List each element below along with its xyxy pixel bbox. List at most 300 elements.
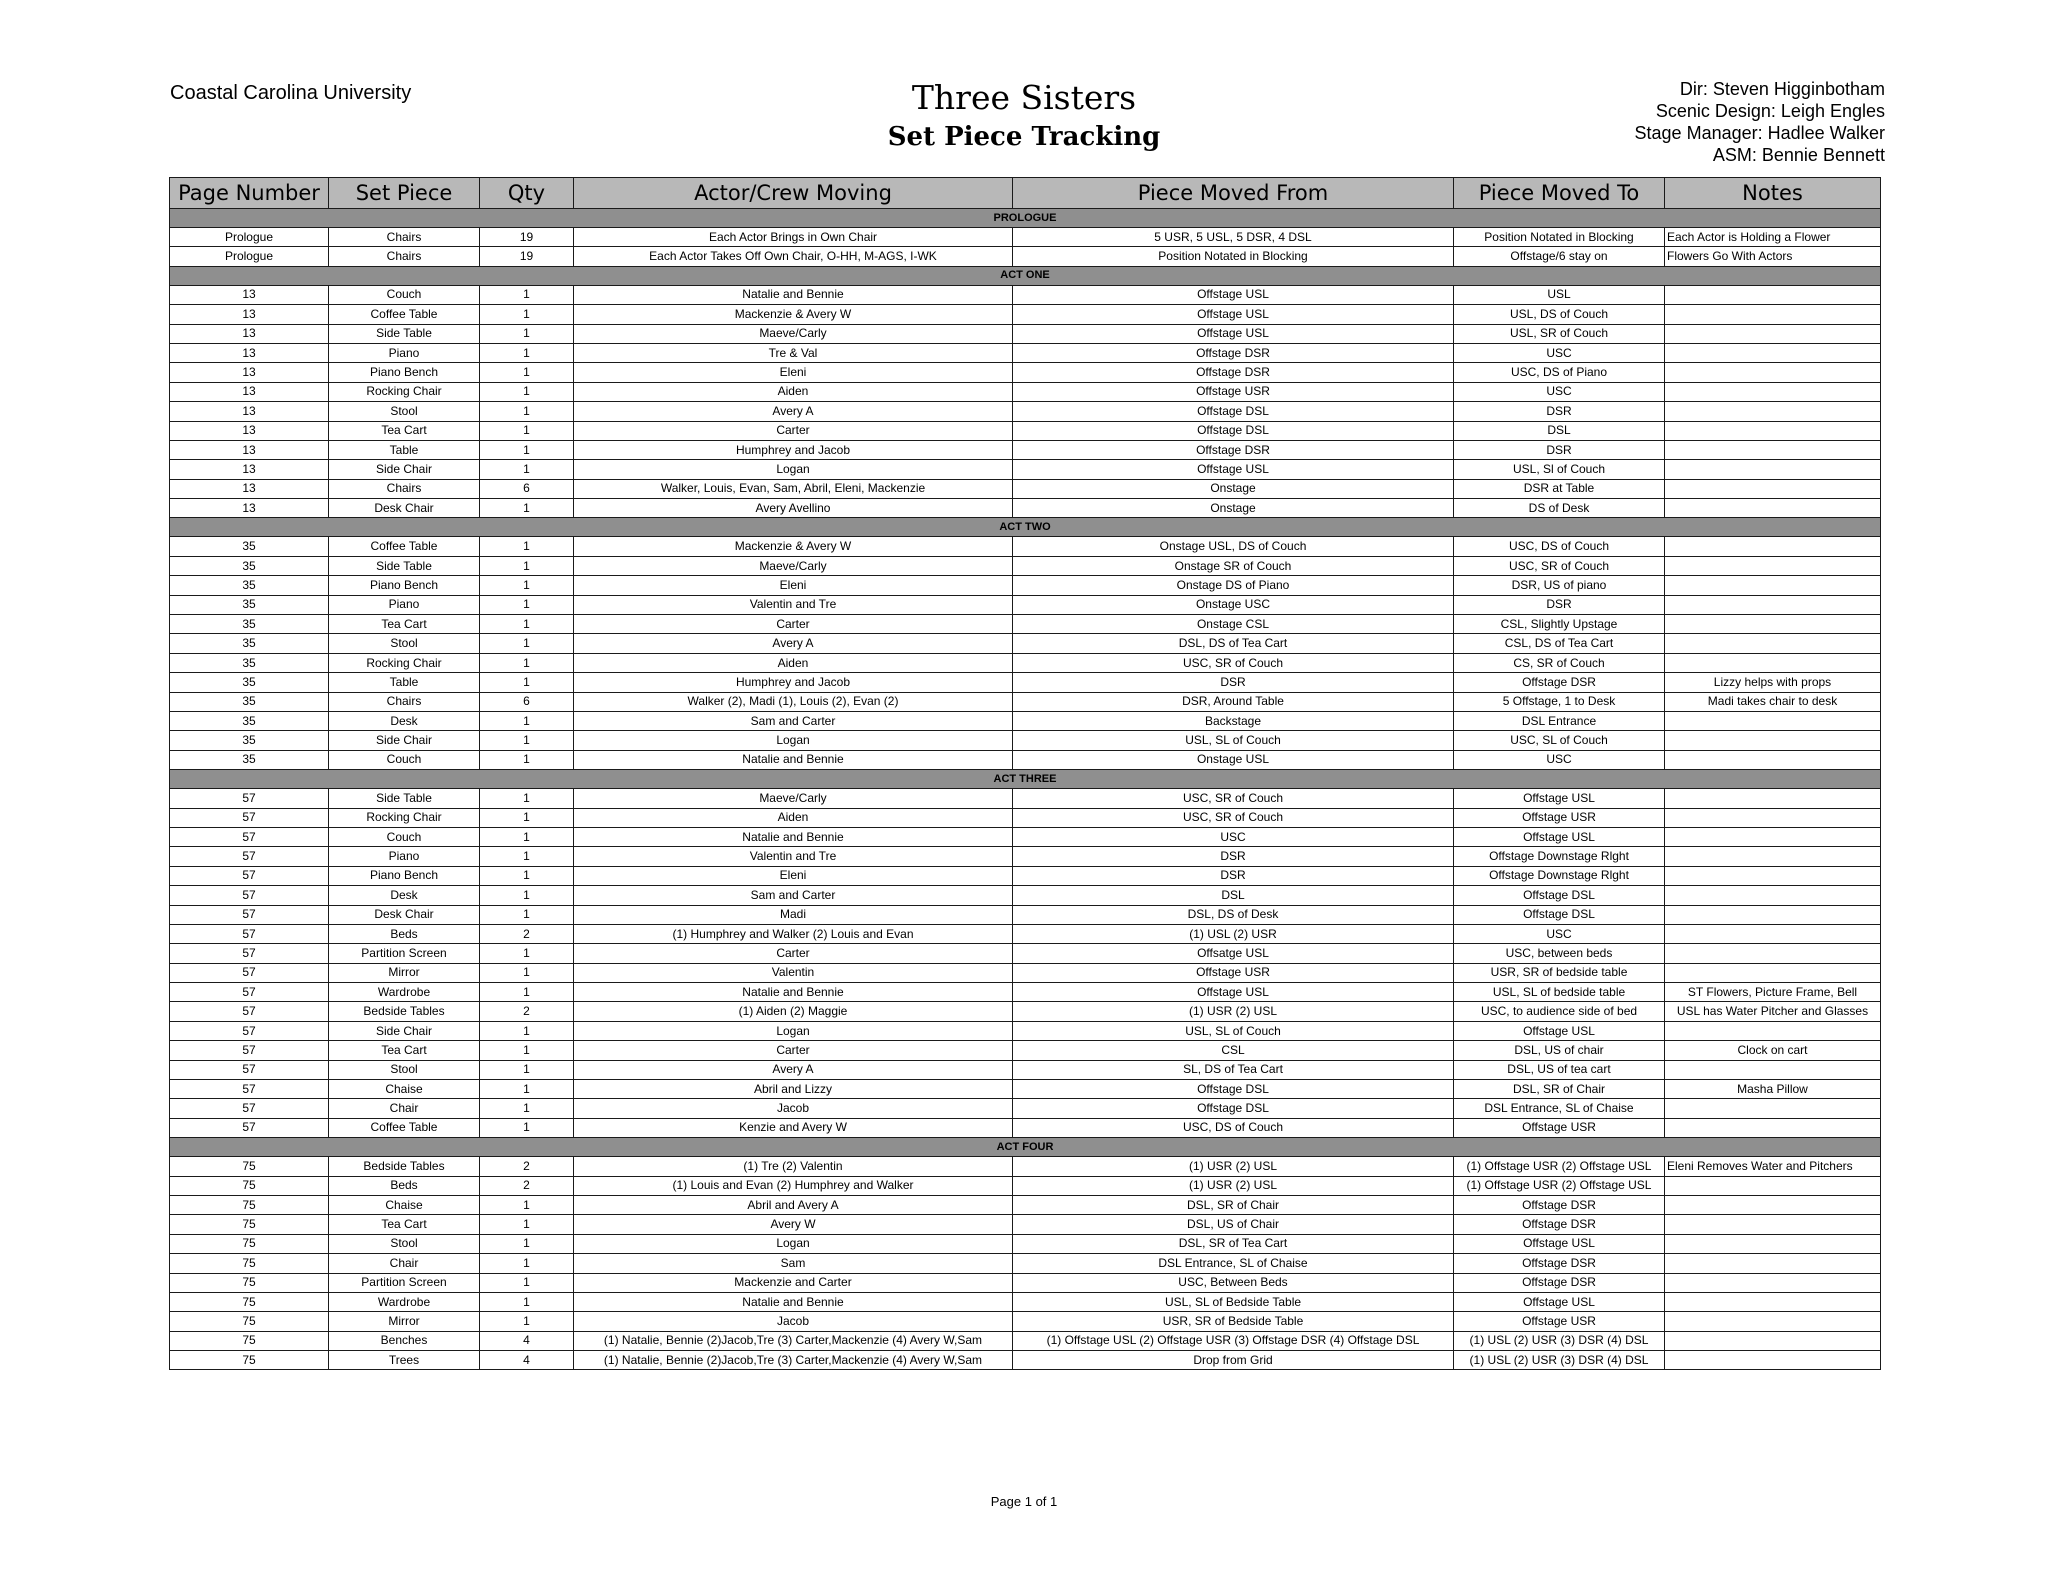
- cell-actor-crew: Madi: [574, 905, 1013, 924]
- table-row: [170, 1060, 1881, 1079]
- cell-moved-from: (1) USR (2) USL: [1013, 1157, 1454, 1176]
- cell-qty: 1: [480, 324, 574, 343]
- table-row: [170, 1118, 1881, 1137]
- cell-qty: 1: [480, 886, 574, 905]
- cell-set-piece: Stool: [329, 1060, 480, 1079]
- cell-moved-to: DSL, US of chair: [1454, 1041, 1665, 1060]
- cell-moved-from: Offstage DSL: [1013, 402, 1454, 421]
- table-row: [170, 653, 1881, 672]
- cell-actor-crew: Natalie and Bennie: [574, 1292, 1013, 1311]
- cell-set-piece: Desk Chair: [329, 499, 480, 518]
- cell-actor-crew: Logan: [574, 731, 1013, 750]
- cell-page-number: 57: [170, 1002, 329, 1021]
- cell-moved-to: Offstage USL: [1454, 1021, 1665, 1040]
- table-row: [170, 460, 1881, 479]
- cell-moved-from: Offstage USL: [1013, 324, 1454, 343]
- table-row: [170, 615, 1881, 634]
- cell-qty: 2: [480, 1002, 574, 1021]
- cell-moved-to: (1) Offstage USR (2) Offstage USL: [1454, 1176, 1665, 1195]
- cell-moved-to: Offstage Downstage Rlght: [1454, 847, 1665, 866]
- cell-moved-from: DSL, DS of Tea Cart: [1013, 634, 1454, 653]
- cell-set-piece: Tea Cart: [329, 1215, 480, 1234]
- cell-set-piece: Side Table: [329, 324, 480, 343]
- table-row: [170, 924, 1881, 943]
- cell-notes: [1665, 1273, 1881, 1292]
- cell-page-number: 13: [170, 402, 329, 421]
- cell-actor-crew: (1) Natalie, Bennie (2)Jacob,Tre (3) Carter,Mackenzie (4) Avery W,Sam: [574, 1331, 1013, 1350]
- table-row: [170, 343, 1881, 362]
- section-title: ACT FOUR: [170, 1138, 1881, 1157]
- cell-set-piece: Tea Cart: [329, 421, 480, 440]
- cell-notes: Lizzy helps with props: [1665, 673, 1881, 692]
- cell-moved-to: USC, DS of Couch: [1454, 537, 1665, 556]
- cell-actor-crew: Walker (2), Madi (1), Louis (2), Evan (2): [574, 692, 1013, 711]
- cell-actor-crew: Aiden: [574, 382, 1013, 401]
- cell-actor-crew: Jacob: [574, 1099, 1013, 1118]
- cell-notes: [1665, 1118, 1881, 1137]
- cell-notes: [1665, 324, 1881, 343]
- cell-actor-crew: Humphrey and Jacob: [574, 673, 1013, 692]
- cell-actor-crew: Carter: [574, 615, 1013, 634]
- cell-moved-from: Offstage DSL: [1013, 1099, 1454, 1118]
- cell-moved-from: USC: [1013, 827, 1454, 846]
- section-header-row: [170, 1138, 1881, 1157]
- table-row: [170, 847, 1881, 866]
- cell-page-number: 13: [170, 382, 329, 401]
- table-row: [170, 731, 1881, 750]
- cell-notes: Eleni Removes Water and Pitchers: [1665, 1157, 1881, 1176]
- cell-moved-to: Position Notated in Blocking: [1454, 228, 1665, 247]
- cell-actor-crew: Sam and Carter: [574, 711, 1013, 730]
- table-row: [170, 886, 1881, 905]
- cell-actor-crew: Mackenzie & Avery W: [574, 305, 1013, 324]
- cell-notes: [1665, 1176, 1881, 1195]
- cell-set-piece: Desk Chair: [329, 905, 480, 924]
- cell-page-number: 75: [170, 1234, 329, 1253]
- cell-notes: [1665, 963, 1881, 982]
- cell-qty: 1: [480, 556, 574, 575]
- cell-set-piece: Beds: [329, 924, 480, 943]
- cell-qty: 1: [480, 1312, 574, 1331]
- cell-notes: [1665, 1331, 1881, 1350]
- cell-moved-from: DSL Entrance, SL of Chaise: [1013, 1254, 1454, 1273]
- cell-set-piece: Bedside Tables: [329, 1157, 480, 1176]
- cell-moved-from: USC, SR of Couch: [1013, 789, 1454, 808]
- cell-actor-crew: (1) Tre (2) Valentin: [574, 1157, 1013, 1176]
- table-row: [170, 905, 1881, 924]
- cell-qty: 1: [480, 1195, 574, 1214]
- cell-qty: 1: [480, 363, 574, 382]
- cell-page-number: 75: [170, 1351, 329, 1370]
- cell-page-number: 75: [170, 1195, 329, 1214]
- cell-qty: 1: [480, 634, 574, 653]
- cell-notes: [1665, 886, 1881, 905]
- cell-qty: 19: [480, 228, 574, 247]
- cell-notes: [1665, 1312, 1881, 1331]
- table-row: [170, 228, 1881, 247]
- cell-moved-to: USC, SL of Couch: [1454, 731, 1665, 750]
- cell-actor-crew: Sam and Carter: [574, 886, 1013, 905]
- cell-set-piece: Chairs: [329, 247, 480, 266]
- cell-page-number: 75: [170, 1273, 329, 1292]
- cell-page-number: 57: [170, 1080, 329, 1099]
- cell-moved-from: Offstage USL: [1013, 305, 1454, 324]
- cell-moved-from: Onstage: [1013, 499, 1454, 518]
- cell-page-number: 75: [170, 1331, 329, 1350]
- cell-moved-from: 5 USR, 5 USL, 5 DSR, 4 DSL: [1013, 228, 1454, 247]
- cell-moved-to: DSL, US of tea cart: [1454, 1060, 1665, 1079]
- cell-qty: 2: [480, 924, 574, 943]
- cell-qty: 1: [480, 440, 574, 459]
- table-row: [170, 1041, 1881, 1060]
- table-body: [170, 209, 1881, 1370]
- table-row: [170, 1273, 1881, 1292]
- cell-page-number: 57: [170, 808, 329, 827]
- cell-actor-crew: Maeve/Carly: [574, 789, 1013, 808]
- cell-set-piece: Tea Cart: [329, 1041, 480, 1060]
- cell-qty: 1: [480, 1254, 574, 1273]
- cell-qty: 1: [480, 808, 574, 827]
- cell-actor-crew: Logan: [574, 1234, 1013, 1253]
- cell-moved-to: USC: [1454, 343, 1665, 362]
- cell-qty: 2: [480, 1157, 574, 1176]
- cell-set-piece: Stool: [329, 634, 480, 653]
- cell-moved-to: USC, between beds: [1454, 944, 1665, 963]
- col-header-set-piece: Set Piece: [329, 178, 480, 209]
- table-row: [170, 963, 1881, 982]
- cell-actor-crew: Avery Avellino: [574, 499, 1013, 518]
- cell-moved-from: Onstage USC: [1013, 595, 1454, 614]
- cell-moved-to: DSL Entrance: [1454, 711, 1665, 730]
- table-row: [170, 285, 1881, 304]
- cell-page-number: 57: [170, 1060, 329, 1079]
- cell-actor-crew: Abril and Lizzy: [574, 1080, 1013, 1099]
- set-piece-table: [169, 177, 1881, 1370]
- cell-moved-from: (1) USR (2) USL: [1013, 1002, 1454, 1021]
- cell-notes: [1665, 440, 1881, 459]
- cell-set-piece: Side Table: [329, 789, 480, 808]
- cell-page-number: 57: [170, 1099, 329, 1118]
- cell-moved-to: DSR: [1454, 402, 1665, 421]
- cell-moved-from: Backstage: [1013, 711, 1454, 730]
- cell-notes: [1665, 595, 1881, 614]
- cell-actor-crew: (1) Natalie, Bennie (2)Jacob,Tre (3) Carter,Mackenzie (4) Avery W,Sam: [574, 1351, 1013, 1370]
- cell-moved-to: DSL, SR of Chair: [1454, 1080, 1665, 1099]
- cell-set-piece: Coffee Table: [329, 305, 480, 324]
- cell-moved-to: Offstage USL: [1454, 1234, 1665, 1253]
- cell-notes: [1665, 1060, 1881, 1079]
- cell-notes: [1665, 343, 1881, 362]
- table-row: [170, 440, 1881, 459]
- col-header-moved-to: Piece Moved To: [1454, 178, 1665, 209]
- cell-moved-to: USC, SR of Couch: [1454, 556, 1665, 575]
- cell-actor-crew: Eleni: [574, 576, 1013, 595]
- cell-moved-to: USC, DS of Piano: [1454, 363, 1665, 382]
- cell-notes: [1665, 460, 1881, 479]
- cell-set-piece: Stool: [329, 1234, 480, 1253]
- section-header-row: [170, 266, 1881, 285]
- cell-moved-to: DSL Entrance, SL of Chaise: [1454, 1099, 1665, 1118]
- cell-set-piece: Wardrobe: [329, 1292, 480, 1311]
- cell-notes: [1665, 537, 1881, 556]
- cell-moved-from: Offstage DSL: [1013, 421, 1454, 440]
- cell-moved-to: Offstage DSR: [1454, 1215, 1665, 1234]
- table-row: [170, 537, 1881, 556]
- cell-page-number: 35: [170, 595, 329, 614]
- cell-qty: 1: [480, 731, 574, 750]
- cell-notes: [1665, 1195, 1881, 1214]
- cell-moved-from: Offsatge USL: [1013, 944, 1454, 963]
- cell-moved-from: Drop from Grid: [1013, 1351, 1454, 1370]
- cell-set-piece: Desk: [329, 886, 480, 905]
- cell-qty: 1: [480, 1060, 574, 1079]
- cell-actor-crew: Aiden: [574, 653, 1013, 672]
- cell-set-piece: Trees: [329, 1351, 480, 1370]
- table-row: [170, 789, 1881, 808]
- cell-notes: [1665, 1021, 1881, 1040]
- cell-set-piece: Table: [329, 673, 480, 692]
- cell-moved-from: CSL: [1013, 1041, 1454, 1060]
- cell-notes: ST Flowers, Picture Frame, Bell: [1665, 983, 1881, 1002]
- cell-moved-from: DSR: [1013, 673, 1454, 692]
- cell-page-number: 13: [170, 479, 329, 498]
- table-row: [170, 499, 1881, 518]
- cell-qty: 1: [480, 1234, 574, 1253]
- cell-qty: 19: [480, 247, 574, 266]
- cell-qty: 1: [480, 537, 574, 556]
- cell-moved-to: Offstage DSR: [1454, 673, 1665, 692]
- cell-set-piece: Couch: [329, 827, 480, 846]
- cell-notes: [1665, 1292, 1881, 1311]
- cell-notes: [1665, 750, 1881, 769]
- cell-actor-crew: Maeve/Carly: [574, 324, 1013, 343]
- cell-moved-to: USR, SR of bedside table: [1454, 963, 1665, 982]
- cell-actor-crew: Logan: [574, 460, 1013, 479]
- cell-page-number: Prologue: [170, 228, 329, 247]
- cell-actor-crew: (1) Aiden (2) Maggie: [574, 1002, 1013, 1021]
- cell-set-piece: Piano Bench: [329, 866, 480, 885]
- cell-notes: [1665, 285, 1881, 304]
- cell-qty: 6: [480, 479, 574, 498]
- cell-set-piece: Coffee Table: [329, 1118, 480, 1137]
- table-row: [170, 1292, 1881, 1311]
- cell-moved-to: USL, SL of bedside table: [1454, 983, 1665, 1002]
- cell-qty: 1: [480, 750, 574, 769]
- cell-qty: 1: [480, 305, 574, 324]
- table-row: [170, 1351, 1881, 1370]
- director-credit: Dir: Steven Higginbotham: [1679, 79, 1885, 99]
- cell-actor-crew: Carter: [574, 944, 1013, 963]
- cell-moved-to: Offstage DSR: [1454, 1254, 1665, 1273]
- cell-actor-crew: Jacob: [574, 1312, 1013, 1331]
- cell-moved-to: USC: [1454, 382, 1665, 401]
- cell-qty: 1: [480, 1273, 574, 1292]
- cell-set-piece: Piano: [329, 847, 480, 866]
- section-title: ACT TWO: [170, 518, 1881, 537]
- cell-moved-to: 5 Offstage, 1 to Desk: [1454, 692, 1665, 711]
- document-title: Three Sisters: [911, 78, 1137, 117]
- cell-page-number: 13: [170, 421, 329, 440]
- cell-actor-crew: Each Actor Takes Off Own Chair, O-HH, M-AGS, I-WK: [574, 247, 1013, 266]
- cell-actor-crew: Valentin and Tre: [574, 847, 1013, 866]
- cell-moved-to: DSR: [1454, 440, 1665, 459]
- cell-set-piece: Piano: [329, 595, 480, 614]
- cell-moved-to: USC: [1454, 924, 1665, 943]
- cell-moved-to: CSL, Slightly Upstage: [1454, 615, 1665, 634]
- cell-page-number: 13: [170, 285, 329, 304]
- cell-notes: [1665, 789, 1881, 808]
- cell-moved-to: Offstage DSR: [1454, 1273, 1665, 1292]
- cell-moved-from: Onstage SR of Couch: [1013, 556, 1454, 575]
- cell-moved-to: Offstage Downstage Rlght: [1454, 866, 1665, 885]
- cell-set-piece: Rocking Chair: [329, 808, 480, 827]
- cell-notes: [1665, 1254, 1881, 1273]
- cell-qty: 1: [480, 382, 574, 401]
- cell-actor-crew: Carter: [574, 1041, 1013, 1060]
- cell-moved-from: Onstage USL: [1013, 750, 1454, 769]
- cell-actor-crew: Aiden: [574, 808, 1013, 827]
- cell-moved-to: USL, SR of Couch: [1454, 324, 1665, 343]
- table-row: [170, 479, 1881, 498]
- cell-moved-to: USC, to audience side of bed: [1454, 1002, 1665, 1021]
- cell-qty: 1: [480, 343, 574, 362]
- table-row: [170, 421, 1881, 440]
- cell-set-piece: Chair: [329, 1099, 480, 1118]
- table-row: [170, 808, 1881, 827]
- cell-notes: Clock on cart: [1665, 1041, 1881, 1060]
- cell-qty: 1: [480, 460, 574, 479]
- table-row: [170, 750, 1881, 769]
- cell-qty: 1: [480, 983, 574, 1002]
- cell-page-number: 35: [170, 634, 329, 653]
- cell-notes: [1665, 1351, 1881, 1370]
- cell-actor-crew: Walker, Louis, Evan, Sam, Abril, Eleni, Mackenzie: [574, 479, 1013, 498]
- cell-moved-from: Offstage USR: [1013, 963, 1454, 982]
- col-header-page-number: Page Number: [170, 178, 329, 209]
- cell-set-piece: Side Table: [329, 556, 480, 575]
- cell-page-number: 57: [170, 847, 329, 866]
- cell-set-piece: Piano: [329, 343, 480, 362]
- table-row: [170, 402, 1881, 421]
- table-row: [170, 595, 1881, 614]
- table-row: [170, 944, 1881, 963]
- cell-set-piece: Piano Bench: [329, 363, 480, 382]
- cell-page-number: 35: [170, 711, 329, 730]
- cell-notes: [1665, 576, 1881, 595]
- cell-moved-to: DSR, US of piano: [1454, 576, 1665, 595]
- cell-qty: 1: [480, 421, 574, 440]
- table-row: [170, 1254, 1881, 1273]
- table-row: [170, 1021, 1881, 1040]
- cell-page-number: 57: [170, 1118, 329, 1137]
- cell-notes: Madi takes chair to desk: [1665, 692, 1881, 711]
- cell-moved-from: USC, SR of Couch: [1013, 653, 1454, 672]
- cell-page-number: 57: [170, 924, 329, 943]
- cell-moved-from: DSL: [1013, 886, 1454, 905]
- cell-moved-to: DSL: [1454, 421, 1665, 440]
- cell-qty: 6: [480, 692, 574, 711]
- table-row: [170, 363, 1881, 382]
- cell-notes: [1665, 731, 1881, 750]
- section-title: ACT ONE: [170, 266, 1881, 285]
- cell-actor-crew: Eleni: [574, 363, 1013, 382]
- section-title: ACT THREE: [170, 770, 1881, 789]
- stage-manager-credit: Stage Manager: Hadlee Walker: [1634, 123, 1885, 143]
- table-row: [170, 1157, 1881, 1176]
- cell-page-number: 57: [170, 944, 329, 963]
- cell-qty: 2: [480, 1176, 574, 1195]
- table-row: [170, 324, 1881, 343]
- cell-actor-crew: Avery W: [574, 1215, 1013, 1234]
- cell-moved-to: (1) USL (2) USR (3) DSR (4) DSL: [1454, 1331, 1665, 1350]
- table-row: [170, 1176, 1881, 1195]
- cell-set-piece: Coffee Table: [329, 537, 480, 556]
- cell-moved-to: CSL, DS of Tea Cart: [1454, 634, 1665, 653]
- school-name: Coastal Carolina University: [170, 82, 412, 104]
- section-header-row: [170, 770, 1881, 789]
- cell-set-piece: Side Chair: [329, 460, 480, 479]
- cell-actor-crew: Maeve/Carly: [574, 556, 1013, 575]
- cell-moved-from: Offstage USL: [1013, 460, 1454, 479]
- cell-page-number: 35: [170, 615, 329, 634]
- cell-actor-crew: Humphrey and Jacob: [574, 440, 1013, 459]
- cell-notes: [1665, 711, 1881, 730]
- cell-notes: USL has Water Pitcher and Glasses: [1665, 1002, 1881, 1021]
- cell-qty: 1: [480, 402, 574, 421]
- table-row: [170, 556, 1881, 575]
- table-row: [170, 634, 1881, 653]
- cell-page-number: 13: [170, 460, 329, 479]
- cell-actor-crew: Valentin and Tre: [574, 595, 1013, 614]
- cell-moved-to: DSR: [1454, 595, 1665, 614]
- cell-moved-from: DSL, US of Chair: [1013, 1215, 1454, 1234]
- cell-actor-crew: Valentin: [574, 963, 1013, 982]
- table-row: [170, 1331, 1881, 1350]
- cell-moved-to: Offstage USR: [1454, 1312, 1665, 1331]
- table-row: [170, 382, 1881, 401]
- cell-set-piece: Chair: [329, 1254, 480, 1273]
- cell-qty: 1: [480, 615, 574, 634]
- cell-page-number: Prologue: [170, 247, 329, 266]
- cell-qty: 1: [480, 1080, 574, 1099]
- cell-set-piece: Rocking Chair: [329, 653, 480, 672]
- cell-qty: 1: [480, 653, 574, 672]
- cell-actor-crew: Abril and Avery A: [574, 1195, 1013, 1214]
- cell-moved-to: DS of Desk: [1454, 499, 1665, 518]
- cell-page-number: 57: [170, 963, 329, 982]
- cell-actor-crew: Mackenzie and Carter: [574, 1273, 1013, 1292]
- page-footer: Page 1 of 1: [990, 1494, 1058, 1509]
- cell-page-number: 35: [170, 556, 329, 575]
- cell-notes: [1665, 479, 1881, 498]
- cell-set-piece: Table: [329, 440, 480, 459]
- cell-notes: [1665, 1215, 1881, 1234]
- section-header-row: [170, 518, 1881, 537]
- cell-page-number: 35: [170, 653, 329, 672]
- table-row: [170, 1002, 1881, 1021]
- cell-moved-to: USL: [1454, 285, 1665, 304]
- cell-set-piece: Stool: [329, 402, 480, 421]
- cell-page-number: 13: [170, 499, 329, 518]
- cell-notes: [1665, 847, 1881, 866]
- cell-actor-crew: Mackenzie & Avery W: [574, 537, 1013, 556]
- scenic-design-credit: Scenic Design: Leigh Engles: [1655, 101, 1885, 121]
- cell-page-number: 35: [170, 576, 329, 595]
- cell-page-number: 75: [170, 1292, 329, 1311]
- cell-qty: 1: [480, 576, 574, 595]
- cell-actor-crew: Carter: [574, 421, 1013, 440]
- cell-page-number: 57: [170, 827, 329, 846]
